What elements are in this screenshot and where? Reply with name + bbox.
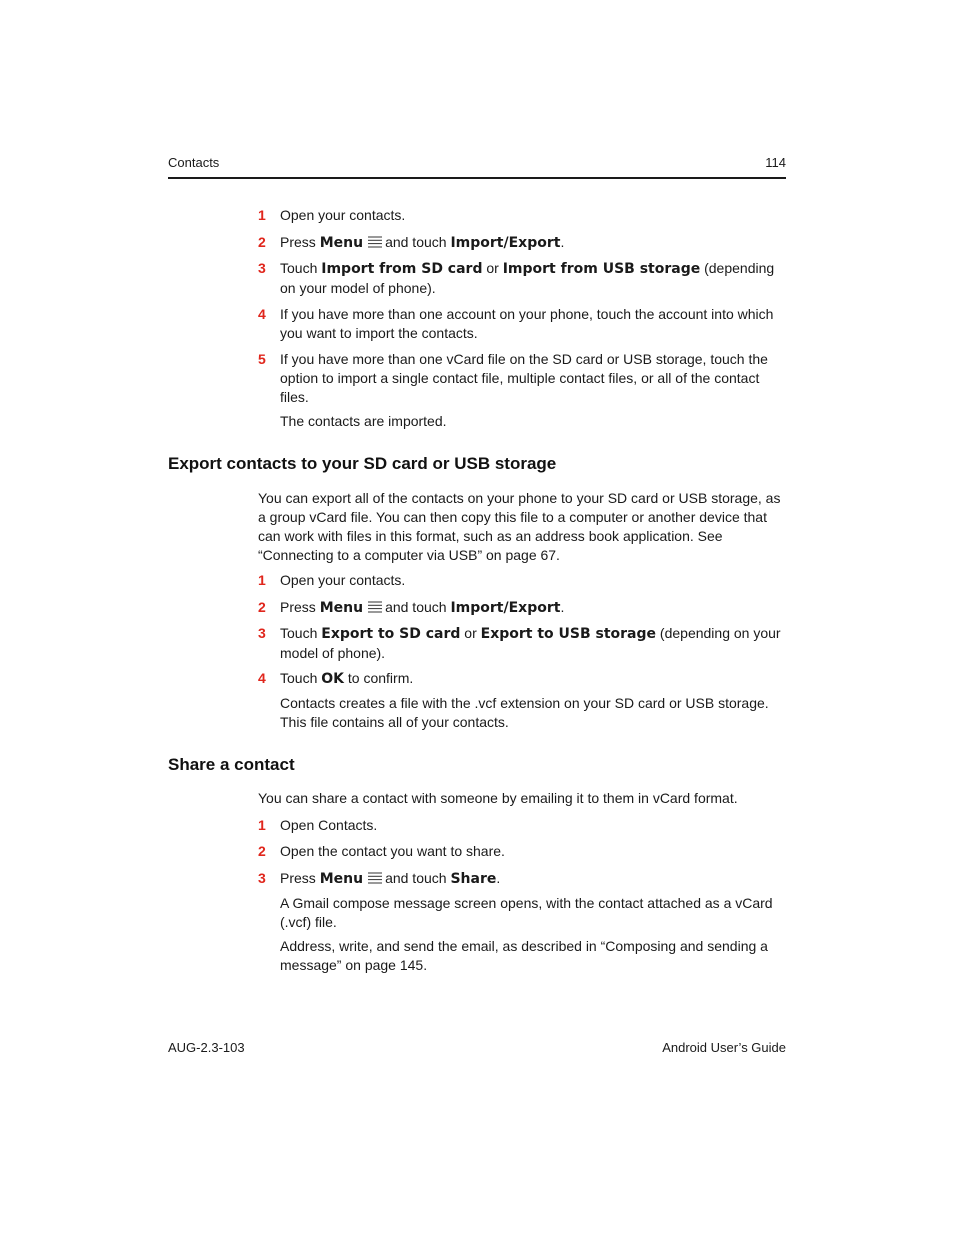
import-from-usb-label: Import from USB storage <box>502 261 701 277</box>
step-text-mid: or <box>486 260 499 276</box>
import-step-2 <box>258 233 786 253</box>
ok-label: OK <box>321 671 344 687</box>
menu-icon <box>368 872 382 884</box>
menu-icon <box>368 236 382 248</box>
step-text-pre: Touch <box>280 670 318 686</box>
export-step-1 <box>258 571 786 590</box>
import-step-4 <box>258 305 786 343</box>
import-step-1 <box>258 206 786 225</box>
export-heading: Export contacts to your SD card or USB storage <box>168 454 557 473</box>
share-intro: You can share a contact with someone by emailing it to them in vCard format. <box>258 790 738 806</box>
menu-label: Menu <box>319 600 364 616</box>
share-label: Share <box>450 871 497 887</box>
step-text-post: . <box>560 599 565 615</box>
step-number: 1 <box>258 817 266 833</box>
export-intro: You can export all of the contacts on your phone to your SD card or USB storage, as a group vCard file. You can then copy this file to a computer or another device that can work with files in this format, such as an address book application. See “Connecting to a computer via USB” on page 67. <box>258 490 781 563</box>
step-text-post: . <box>560 234 565 250</box>
import-step-5 <box>258 350 786 407</box>
step-number: 1 <box>258 207 266 223</box>
share-heading: Share a contact <box>168 755 295 774</box>
step-number: 4 <box>258 306 266 322</box>
share-step-3 <box>258 869 786 889</box>
export-result: Contacts creates a file with the .vcf extension on your SD card or USB storage. This file contains all of your contacts. <box>280 695 769 730</box>
step-text-post: (depending on your model of phone). <box>280 260 775 296</box>
step-text-mid: or <box>464 625 477 641</box>
step-text-mid: and touch <box>385 234 447 250</box>
footer-guide-title: Android User’s Guide <box>662 1040 786 1055</box>
menu-label: Menu <box>319 235 364 251</box>
section-title: Contacts <box>168 155 220 170</box>
step-number: 3 <box>258 625 266 641</box>
share-step-1 <box>258 816 786 835</box>
step-text-post: . <box>496 870 501 886</box>
share-result-1: A Gmail compose message screen opens, with the contact attached as a vCard (.vcf) file. <box>280 895 773 930</box>
menu-icon <box>368 601 382 613</box>
export-to-usb-label: Export to USB storage <box>480 626 657 642</box>
export-step-3 <box>258 624 786 663</box>
export-step-2 <box>258 598 786 618</box>
step-text: If you have more than one vCard file on the SD card or USB storage, touch the option to import a single contact file, multiple contact files, or all of the contact files. <box>280 351 768 405</box>
import-from-sd-label: Import from SD card <box>321 261 483 277</box>
step-text-mid: and touch <box>385 599 447 615</box>
step-number: 3 <box>258 260 266 276</box>
step-number: 2 <box>258 843 266 859</box>
step-text-pre: Touch <box>280 260 318 276</box>
import-step-3 <box>258 259 786 298</box>
page-number: 114 <box>765 155 786 170</box>
step-text-pre: Press <box>280 234 316 250</box>
step-text-pre: Touch <box>280 625 318 641</box>
menu-label: Menu <box>319 871 364 887</box>
import-export-label: Import/Export <box>450 600 561 616</box>
page-header <box>168 155 786 179</box>
step-number: 5 <box>258 351 266 367</box>
step-number: 1 <box>258 572 266 588</box>
step-number: 3 <box>258 870 266 886</box>
step-text-post: to confirm. <box>347 670 414 686</box>
step-text: Open the contact you want to share. <box>280 843 505 859</box>
step-text-mid: and touch <box>385 870 447 886</box>
share-result-2: Address, write, and send the email, as described in “Composing and sending a message” on page 145. <box>280 938 768 973</box>
step-number: 2 <box>258 234 266 250</box>
step-text-post: (depending on your model of phone). <box>280 625 781 661</box>
export-to-sd-label: Export to SD card <box>321 626 461 642</box>
step-text-pre: Press <box>280 599 316 615</box>
step-text: Open your contacts. <box>280 207 406 223</box>
share-step-2 <box>258 842 786 861</box>
step-text: If you have more than one account on your phone, touch the account into which you want to import the contacts. <box>280 306 774 341</box>
export-step-4 <box>258 669 786 689</box>
footer-doc-id: AUG-2.3-103 <box>168 1040 245 1055</box>
step-text: Open Contacts. <box>280 817 378 833</box>
step-number: 2 <box>258 599 266 615</box>
import-result: The contacts are imported. <box>280 413 447 429</box>
step-text-pre: Press <box>280 870 316 886</box>
step-number: 4 <box>258 670 266 686</box>
step-text: Open your contacts. <box>280 572 406 588</box>
import-export-label: Import/Export <box>450 235 561 251</box>
